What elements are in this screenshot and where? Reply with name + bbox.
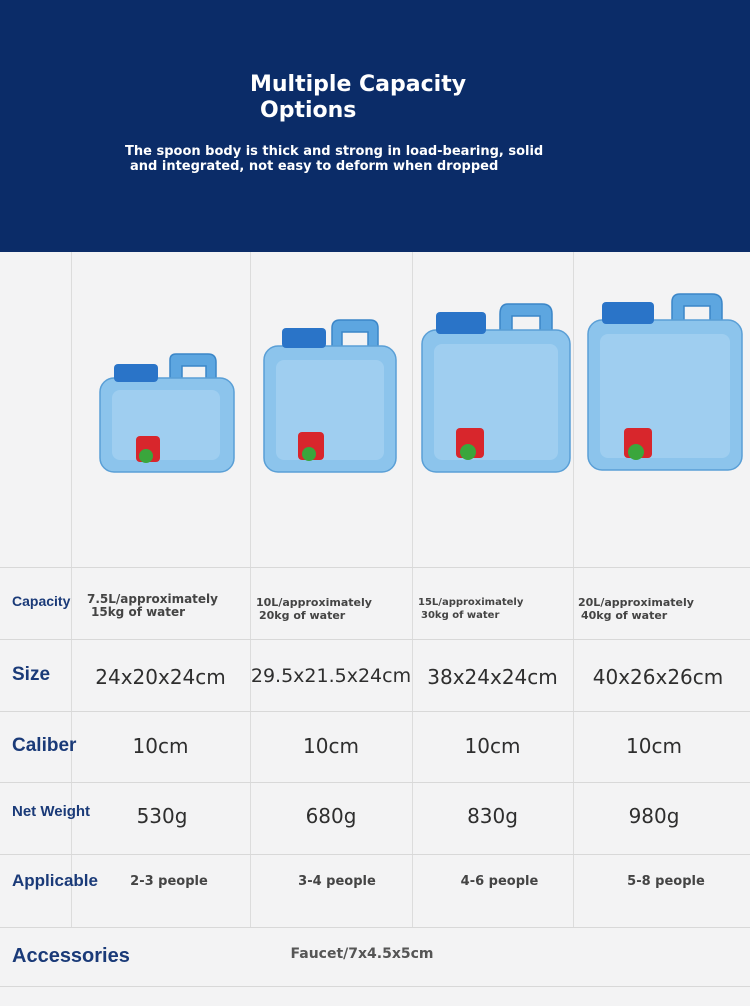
accessories-value: Faucet/7x4.5x5cm bbox=[290, 946, 434, 962]
size-cell: 40x26x26cm bbox=[592, 665, 724, 689]
row-divider bbox=[0, 639, 750, 640]
capacity-cell bbox=[418, 596, 523, 622]
net-weight-cell: 680g bbox=[305, 804, 357, 828]
capacity-line1: 7.5L/approximately bbox=[87, 592, 218, 606]
capacity-line1: 15L/approximately bbox=[418, 597, 524, 608]
caliber-cell: 10cm bbox=[303, 734, 359, 758]
water-jug-20l-image bbox=[586, 292, 744, 474]
caliber-cell: 10cm bbox=[464, 734, 521, 758]
banner-title-line1: Multiple Capacity bbox=[250, 72, 467, 97]
applicable-cell: 3-4 people bbox=[298, 874, 376, 889]
size-cell: 38x24x24cm bbox=[427, 665, 558, 689]
banner-subtitle-line2: and integrated, not easy to deform when dropped bbox=[130, 159, 499, 174]
water-jug-10l-image bbox=[262, 318, 398, 475]
row-label-applicable: Applicable bbox=[12, 871, 98, 890]
water-jug-15l-image bbox=[420, 302, 572, 475]
capacity-line1: 20L/approximately bbox=[578, 596, 694, 609]
banner-title-line2: Options bbox=[260, 98, 357, 123]
capacity-cell bbox=[256, 596, 372, 622]
banner-subtitle bbox=[125, 144, 595, 174]
row-divider bbox=[0, 711, 750, 712]
capacity-cell bbox=[578, 596, 694, 622]
capacity-line2: 30kg of water bbox=[421, 610, 500, 621]
row-divider bbox=[0, 854, 750, 855]
header-banner bbox=[0, 0, 750, 252]
capacity-line2: 20kg of water bbox=[259, 609, 346, 622]
row-label-capacity: Capacity bbox=[12, 593, 71, 609]
row-divider bbox=[0, 782, 750, 783]
caliber-cell: 10cm bbox=[132, 734, 189, 758]
row-label-size: Size bbox=[12, 664, 51, 685]
row-divider bbox=[0, 927, 750, 928]
water-jug-7-5l-image bbox=[96, 350, 236, 475]
net-weight-cell: 980g bbox=[628, 804, 680, 828]
size-cell: 24x20x24cm bbox=[95, 665, 226, 689]
row-label-accessories: Accessories bbox=[12, 945, 130, 967]
banner-subtitle-line1: The spoon body is thick and strong in load-bearing, solid bbox=[125, 144, 544, 159]
net-weight-cell: 830g bbox=[467, 804, 518, 828]
row-divider bbox=[0, 567, 750, 568]
net-weight-cell: 530g bbox=[136, 804, 188, 828]
caliber-cell: 10cm bbox=[626, 734, 682, 758]
applicable-cell: 2-3 people bbox=[130, 874, 208, 889]
row-label-net-weight: Net Weight bbox=[12, 803, 91, 820]
row-label-caliber: Caliber bbox=[12, 735, 77, 756]
capacity-line2: 40kg of water bbox=[581, 609, 668, 622]
capacity-cell bbox=[87, 593, 218, 619]
row-divider bbox=[0, 986, 750, 987]
applicable-cell: 4-6 people bbox=[460, 874, 539, 889]
size-cell: 29.5x21.5x24cm bbox=[250, 665, 412, 687]
banner-title bbox=[250, 72, 466, 124]
applicable-cell: 5-8 people bbox=[627, 874, 705, 889]
capacity-line2: 15kg of water bbox=[91, 605, 186, 619]
capacity-line1: 10L/approximately bbox=[256, 596, 372, 609]
